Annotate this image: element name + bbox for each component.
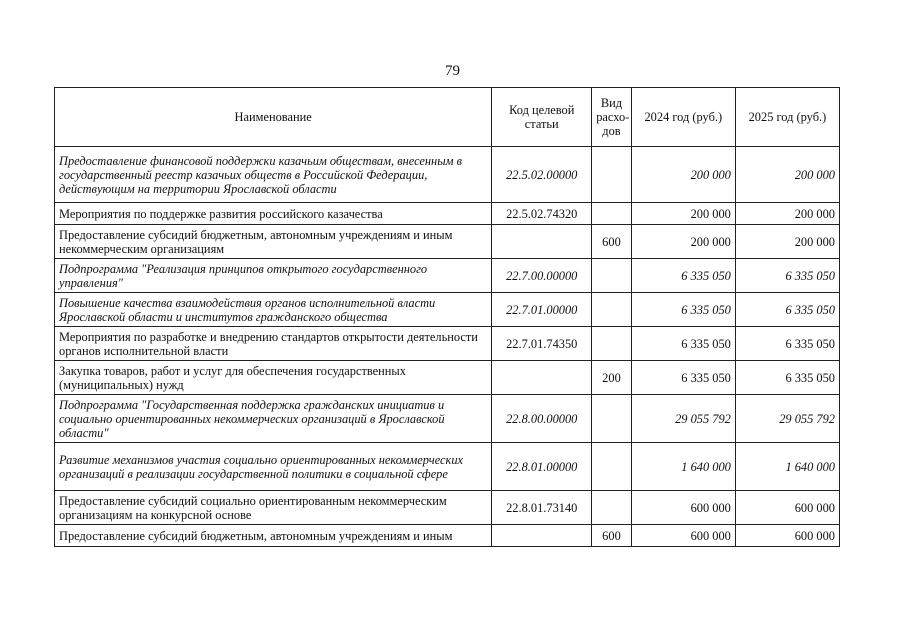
row-name: Подпрограмма "Реализация принципов открытого государственного управления" <box>55 259 492 293</box>
table-row <box>55 361 840 395</box>
row-amount-2025: 6 335 050 <box>735 259 839 293</box>
table-row <box>55 395 840 443</box>
row-name: Мероприятия по разработке и внедрению стандартов открытости деятельности органов исполнительной власти <box>55 327 492 361</box>
table-row <box>55 203 840 225</box>
row-amount-2024: 200 000 <box>631 203 735 225</box>
row-amount-2025: 600 000 <box>735 525 839 547</box>
row-amount-2024: 600 000 <box>631 525 735 547</box>
table-row <box>55 225 840 259</box>
row-code: 22.5.02.00000 <box>492 147 592 203</box>
row-name: Повышение качества взаимодействия органов исполнительной власти Ярославской области и институтов гражданского общества <box>55 293 492 327</box>
row-name: Развитие механизмов участия социально ориентированных некоммерческих организаций в реализации государственной политики в социальной сфере <box>55 443 492 491</box>
row-expense-type <box>592 327 632 361</box>
row-amount-2024: 200 000 <box>631 225 735 259</box>
row-amount-2025: 6 335 050 <box>735 361 839 395</box>
row-amount-2024: 29 055 792 <box>631 395 735 443</box>
row-code: 22.8.00.00000 <box>492 395 592 443</box>
row-code <box>492 225 592 259</box>
row-code: 22.7.00.00000 <box>492 259 592 293</box>
header-expense-type: Вид расхо-дов <box>592 88 632 147</box>
row-expense-type <box>592 147 632 203</box>
table-row <box>55 259 840 293</box>
table-header-row <box>55 88 840 147</box>
row-code <box>492 525 592 547</box>
row-expense-type <box>592 203 632 225</box>
row-amount-2025: 200 000 <box>735 203 839 225</box>
row-amount-2024: 200 000 <box>631 147 735 203</box>
row-expense-type <box>592 395 632 443</box>
row-name: Предоставление финансовой поддержки казачьим обществам, внесенным в государственный реестр казачьих обществ в Российской Федерации, действующим на территории Ярославской области <box>55 147 492 203</box>
table-row <box>55 491 840 525</box>
row-code: 22.7.01.74350 <box>492 327 592 361</box>
row-amount-2025: 6 335 050 <box>735 293 839 327</box>
row-amount-2025: 1 640 000 <box>735 443 839 491</box>
row-amount-2024: 600 000 <box>631 491 735 525</box>
row-amount-2024: 6 335 050 <box>631 361 735 395</box>
header-code: Код целевой статьи <box>492 88 592 147</box>
table-row <box>55 525 840 547</box>
row-amount-2025: 600 000 <box>735 491 839 525</box>
row-amount-2025: 200 000 <box>735 147 839 203</box>
page-number: 79 <box>445 63 460 79</box>
row-name: Мероприятия по поддержке развития российского казачества <box>55 203 492 225</box>
budget-table <box>54 87 840 547</box>
table-row <box>55 443 840 491</box>
row-expense-type <box>592 443 632 491</box>
row-amount-2024: 1 640 000 <box>631 443 735 491</box>
row-name: Предоставление субсидий бюджетным, автономным учреждениям и иным некоммерческим организациям <box>55 225 492 259</box>
row-amount-2025: 200 000 <box>735 225 839 259</box>
row-expense-type: 200 <box>592 361 632 395</box>
row-amount-2025: 6 335 050 <box>735 327 839 361</box>
table-body <box>55 147 840 547</box>
table-row <box>55 147 840 203</box>
row-amount-2025: 29 055 792 <box>735 395 839 443</box>
row-code: 22.7.01.00000 <box>492 293 592 327</box>
table-row <box>55 327 840 361</box>
row-name: Предоставление субсидий социально ориентированным некоммерческим организациям на конкурсной основе <box>55 491 492 525</box>
row-amount-2024: 6 335 050 <box>631 293 735 327</box>
table-row <box>55 293 840 327</box>
row-amount-2024: 6 335 050 <box>631 327 735 361</box>
row-name: Подпрограмма "Государственная поддержка гражданских инициатив и социально ориентированных некоммерческих организаций в Ярославской области" <box>55 395 492 443</box>
row-name: Предоставление субсидий бюджетным, автономным учреждениям и иным <box>55 525 492 547</box>
row-code: 22.8.01.73140 <box>492 491 592 525</box>
row-amount-2024: 6 335 050 <box>631 259 735 293</box>
row-expense-type: 600 <box>592 225 632 259</box>
row-code: 22.5.02.74320 <box>492 203 592 225</box>
header-name: Наименование <box>55 88 492 147</box>
row-expense-type <box>592 259 632 293</box>
row-expense-type <box>592 491 632 525</box>
header-year-2024: 2024 год (руб.) <box>631 88 735 147</box>
row-code: 22.8.01.00000 <box>492 443 592 491</box>
row-name: Закупка товаров, работ и услуг для обеспечения государственных (муниципальных) нужд <box>55 361 492 395</box>
row-expense-type: 600 <box>592 525 632 547</box>
header-year-2025: 2025 год (руб.) <box>735 88 839 147</box>
row-expense-type <box>592 293 632 327</box>
row-code <box>492 361 592 395</box>
